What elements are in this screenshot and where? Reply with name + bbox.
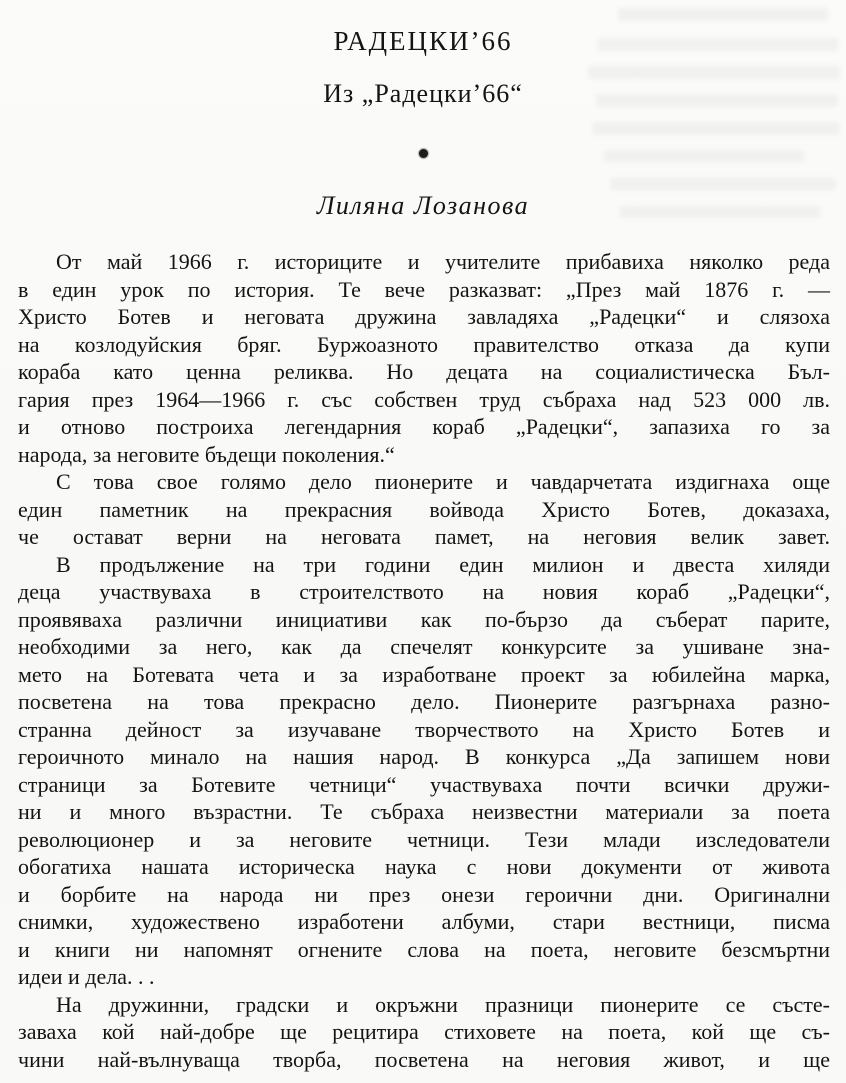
separator-dot-icon: [419, 149, 428, 158]
text-line: обогатиха нашата историческа наука с нови документи от живота: [18, 854, 830, 879]
paragraph: [18, 991, 830, 1074]
text-line: гария през 1964—1966 г. със собствен труд събраха над 523 000 лв.: [18, 386, 830, 412]
text-line: Христо Ботев и неговата дружина завладяха „Радецки“ и слязоха: [18, 304, 830, 329]
text-line: в един урок по история. Те вече разказват: „През май 1876 г. —: [18, 276, 830, 302]
paragraph: [18, 468, 830, 551]
page-subtitle: Из „Радецки’66“: [323, 79, 523, 108]
text-line: мето на Ботевата чета и за изработване проект за юбилейна марка,: [18, 661, 830, 687]
text-line: ни и много възрастни. Те събраха неизвестни материали за поета: [18, 799, 830, 824]
body-text: [18, 248, 830, 1073]
text-line: кораба като ценна реликва. Но децата на социалистическа Бъл-: [18, 359, 830, 384]
author-name: Лиляна Лозанова: [316, 191, 530, 220]
text-line: В продължение на три години един милион и двеста хиляди: [56, 551, 830, 577]
text-line: странна дейност за изучаване творчеството на Христо Ботев и: [18, 716, 830, 742]
text-line: идеи и дела. . .: [18, 964, 155, 989]
text-line: и книги ни напомнят огнените слова на поета, неговите безсмъртни: [18, 936, 830, 962]
text-line: един паметник на прекрасния войвода Христо Ботев, доказаха,: [18, 496, 830, 522]
text-line: От май 1966 г. историците и учителите прибавиха няколко реда: [56, 249, 830, 274]
text-line: деца участвуваха в строителството на новия кораб „Радецки“,: [18, 579, 830, 604]
paragraph: [18, 551, 830, 991]
text-line: и отново построиха легендарния кораб „Радецки“, запазиха го за: [18, 414, 830, 439]
text-line: страници за Ботевите четници“ участвуваха почти всички дружи-: [18, 771, 830, 797]
text-line: на козлодуйския бряг. Буржоазното правителство отказа да купи: [18, 331, 830, 357]
text-line: героичното минало на нашия народ. В конкурса „Да запишем нови: [18, 744, 830, 769]
text-line: проявяваха различни инициативи как по-бързо да съберат парите,: [18, 606, 830, 632]
text-line: че остават верни на неговата памет, на неговия велик завет.: [18, 524, 830, 549]
page-header: [0, 0, 846, 221]
text-line: революционер и за неговите четници. Тези млади изследователи: [18, 826, 830, 852]
text-line: и борбите на народа ни през онези героични дни. Оригинални: [18, 881, 830, 907]
text-line: С това свое голямо дело пионерите и чавдарчетата издигнаха още: [56, 469, 830, 494]
page-title: РАДЕЦКИ’66: [333, 26, 513, 56]
text-line: На дружинни, градски и окръжни празници пионерите се състе-: [56, 991, 830, 1017]
text-line: заваха кой най-добре ще рецитира стиховете на поета, кой ще съ-: [18, 1019, 830, 1044]
paragraph: [18, 248, 830, 468]
text-line: необходими за него, как да спечелят конкурсите за ушиване зна-: [18, 634, 830, 659]
text-line: народа, за неговите бъдещи поколения.“: [18, 441, 395, 467]
text-line: чини най-вълнуваща творба, посветена на неговия живот, и ще: [18, 1046, 830, 1072]
text-line: посветена на това прекрасно дело. Пионерите разгърнаха разно-: [18, 689, 830, 714]
text-line: снимки, художествено изработени албуми, стари вестници, писма: [18, 909, 830, 934]
